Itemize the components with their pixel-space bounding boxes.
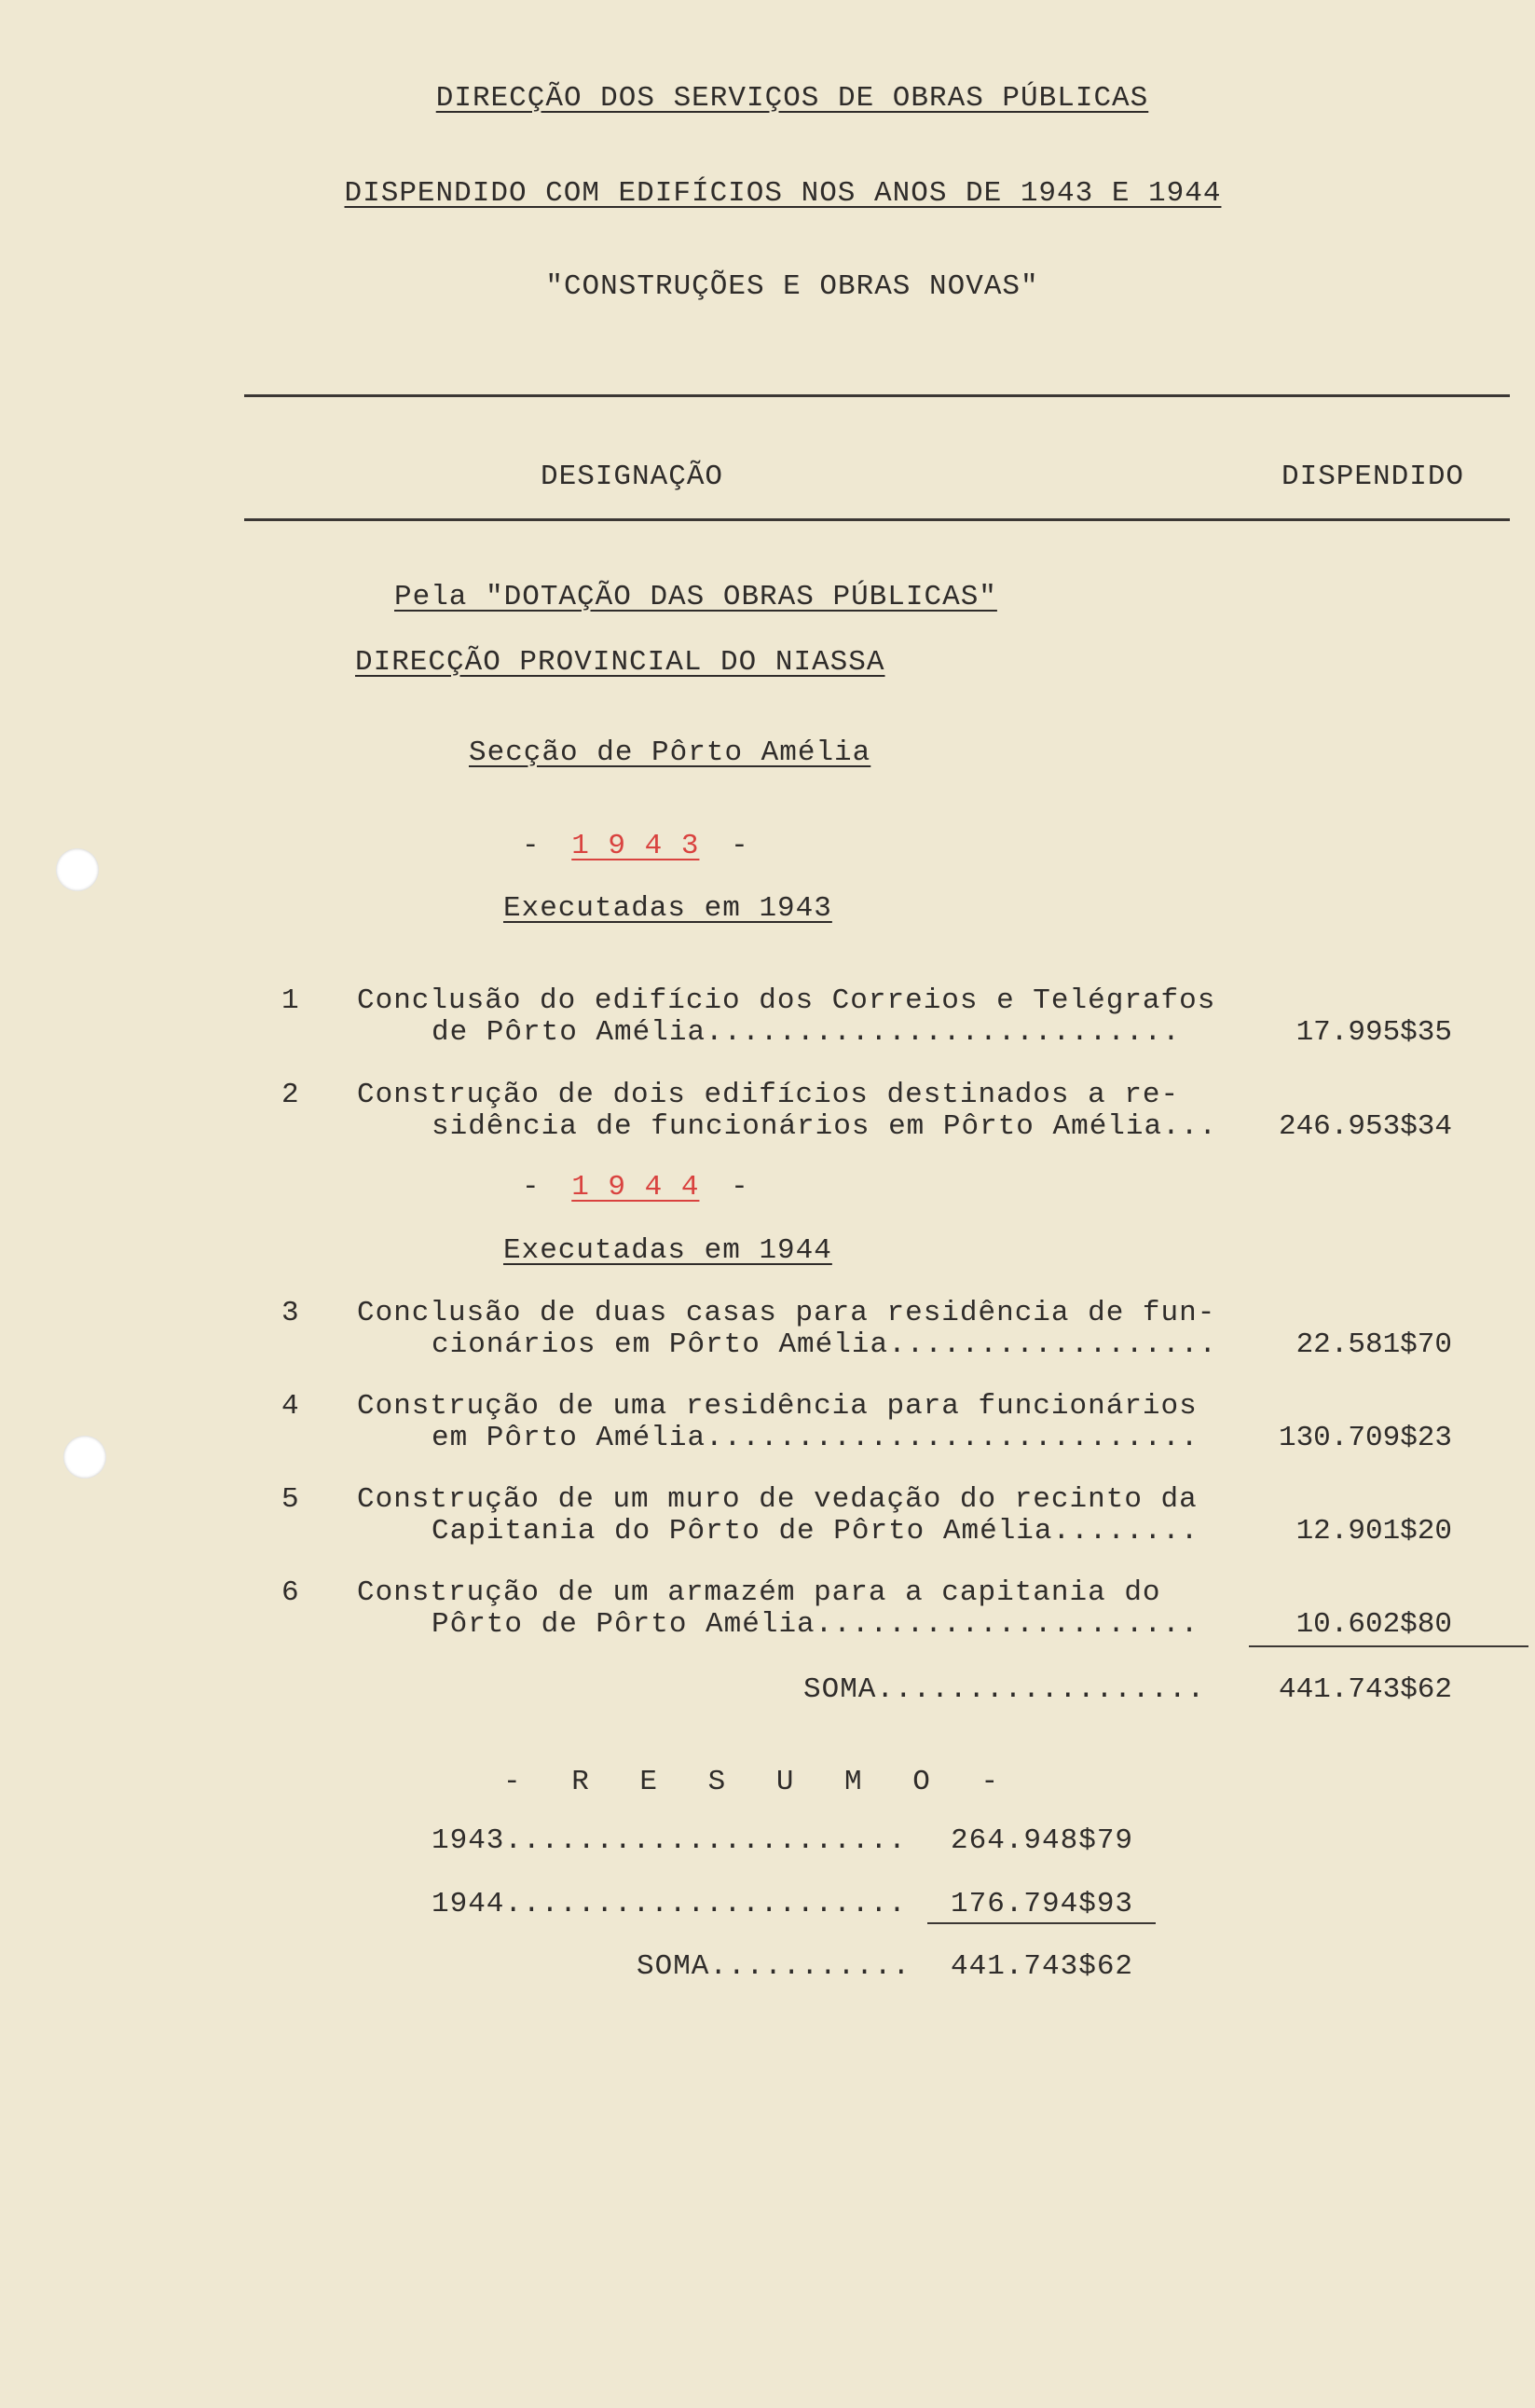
header-category: "CONSTRUÇÕES E OBRAS NOVAS" — [545, 270, 1039, 303]
item-text-line2: Pôrto de Pôrto Amélia..................... — [432, 1608, 1199, 1641]
header-expenditure: DISPENDIDO COM EDIFÍCIOS NOS ANOS DE 1943 E 1944 — [344, 177, 1222, 210]
item-number: 3 — [281, 1297, 300, 1329]
resumo-total-rule — [927, 1922, 1156, 1924]
year-1944-heading — [522, 1171, 749, 1204]
soma-label: SOMA.................. — [803, 1673, 1206, 1706]
item-value: 10.602$80 — [1295, 1608, 1452, 1641]
item-number: 2 — [281, 1079, 300, 1111]
subtotal-rule — [1249, 1645, 1528, 1647]
item-value: 246.953$34 — [1278, 1110, 1452, 1143]
year-1944-dash-left: - — [522, 1171, 541, 1204]
year-1943-heading — [522, 830, 749, 862]
item-text-line1: Conclusão do edifício dos Correios e Telégrafos — [357, 984, 1216, 1017]
column-dispendido: DISPENDIDO — [1281, 461, 1465, 493]
item-text-line2: cionários em Pôrto Amélia.................. — [432, 1328, 1217, 1361]
item-text-line2: sidência de funcionários em Pôrto Amélia... — [432, 1110, 1217, 1143]
punch-hole-top — [56, 848, 99, 891]
item-text-line2: em Pôrto Amélia........................... — [432, 1422, 1199, 1454]
column-designacao: DESIGNAÇÃO — [541, 461, 724, 493]
item-text-line1: Construção de dois edifícios destinados a re- — [357, 1079, 1180, 1111]
year-1944-dash-right: - — [731, 1171, 749, 1204]
item-text-line1: Conclusão de duas casas para residência de fun- — [357, 1297, 1216, 1329]
punch-hole-bottom — [63, 1436, 106, 1479]
item-text-line1: Construção de uma residência para funcionários — [357, 1390, 1198, 1423]
resumo-row-value: 176.794$93 — [951, 1888, 1134, 1920]
item-value: 22.581$70 — [1295, 1328, 1452, 1361]
table-header-rule — [244, 518, 1510, 521]
item-text-line2: Capitania do Pôrto de Pôrto Amélia........ — [432, 1515, 1199, 1548]
item-text-line2: de Pôrto Amélia.......................... — [432, 1016, 1181, 1049]
year-1944-subtitle: Executadas em 1944 — [503, 1234, 832, 1267]
year-1944-digits: 1 9 4 4 — [571, 1171, 700, 1204]
item-value: 12.901$20 — [1295, 1515, 1452, 1548]
resumo-row-label: 1943...................... — [432, 1824, 907, 1857]
table-top-rule — [244, 394, 1510, 397]
year-1943-subtitle: Executadas em 1943 — [503, 892, 832, 925]
item-number: 6 — [281, 1576, 300, 1609]
year-1943-dash-right: - — [731, 830, 749, 862]
item-number: 4 — [281, 1390, 300, 1423]
resumo-row-label: 1944...................... — [432, 1888, 907, 1920]
year-1943-dash-left: - — [522, 830, 541, 862]
item-text-line1: Construção de um muro de vedação do recinto da — [357, 1483, 1198, 1516]
header-directorate: DIRECÇÃO DOS SERVIÇOS DE OBRAS PÚBLICAS — [435, 82, 1149, 115]
year-1943-digits: 1 9 4 3 — [571, 830, 700, 862]
resumo-title: - R E S U M O - — [503, 1766, 1016, 1798]
soma-value: 441.743$62 — [1278, 1673, 1452, 1706]
resumo-soma-label: SOMA........... — [637, 1950, 911, 1983]
resumo-soma-value: 441.743$62 — [951, 1950, 1134, 1983]
item-text-line1: Construção de um armazém para a capitania do — [357, 1576, 1161, 1609]
item-value: 17.995$35 — [1295, 1016, 1452, 1049]
section-dotacao: Pela "DOTAÇÃO DAS OBRAS PÚBLICAS" — [394, 581, 997, 613]
section-seccao: Secção de Pôrto Amélia — [469, 736, 871, 769]
item-value: 130.709$23 — [1278, 1422, 1452, 1454]
item-number: 1 — [281, 984, 300, 1017]
item-number: 5 — [281, 1483, 300, 1516]
resumo-row-value: 264.948$79 — [951, 1824, 1134, 1857]
section-direccao: DIRECÇÃO PROVINCIAL DO NIASSA — [355, 646, 885, 679]
